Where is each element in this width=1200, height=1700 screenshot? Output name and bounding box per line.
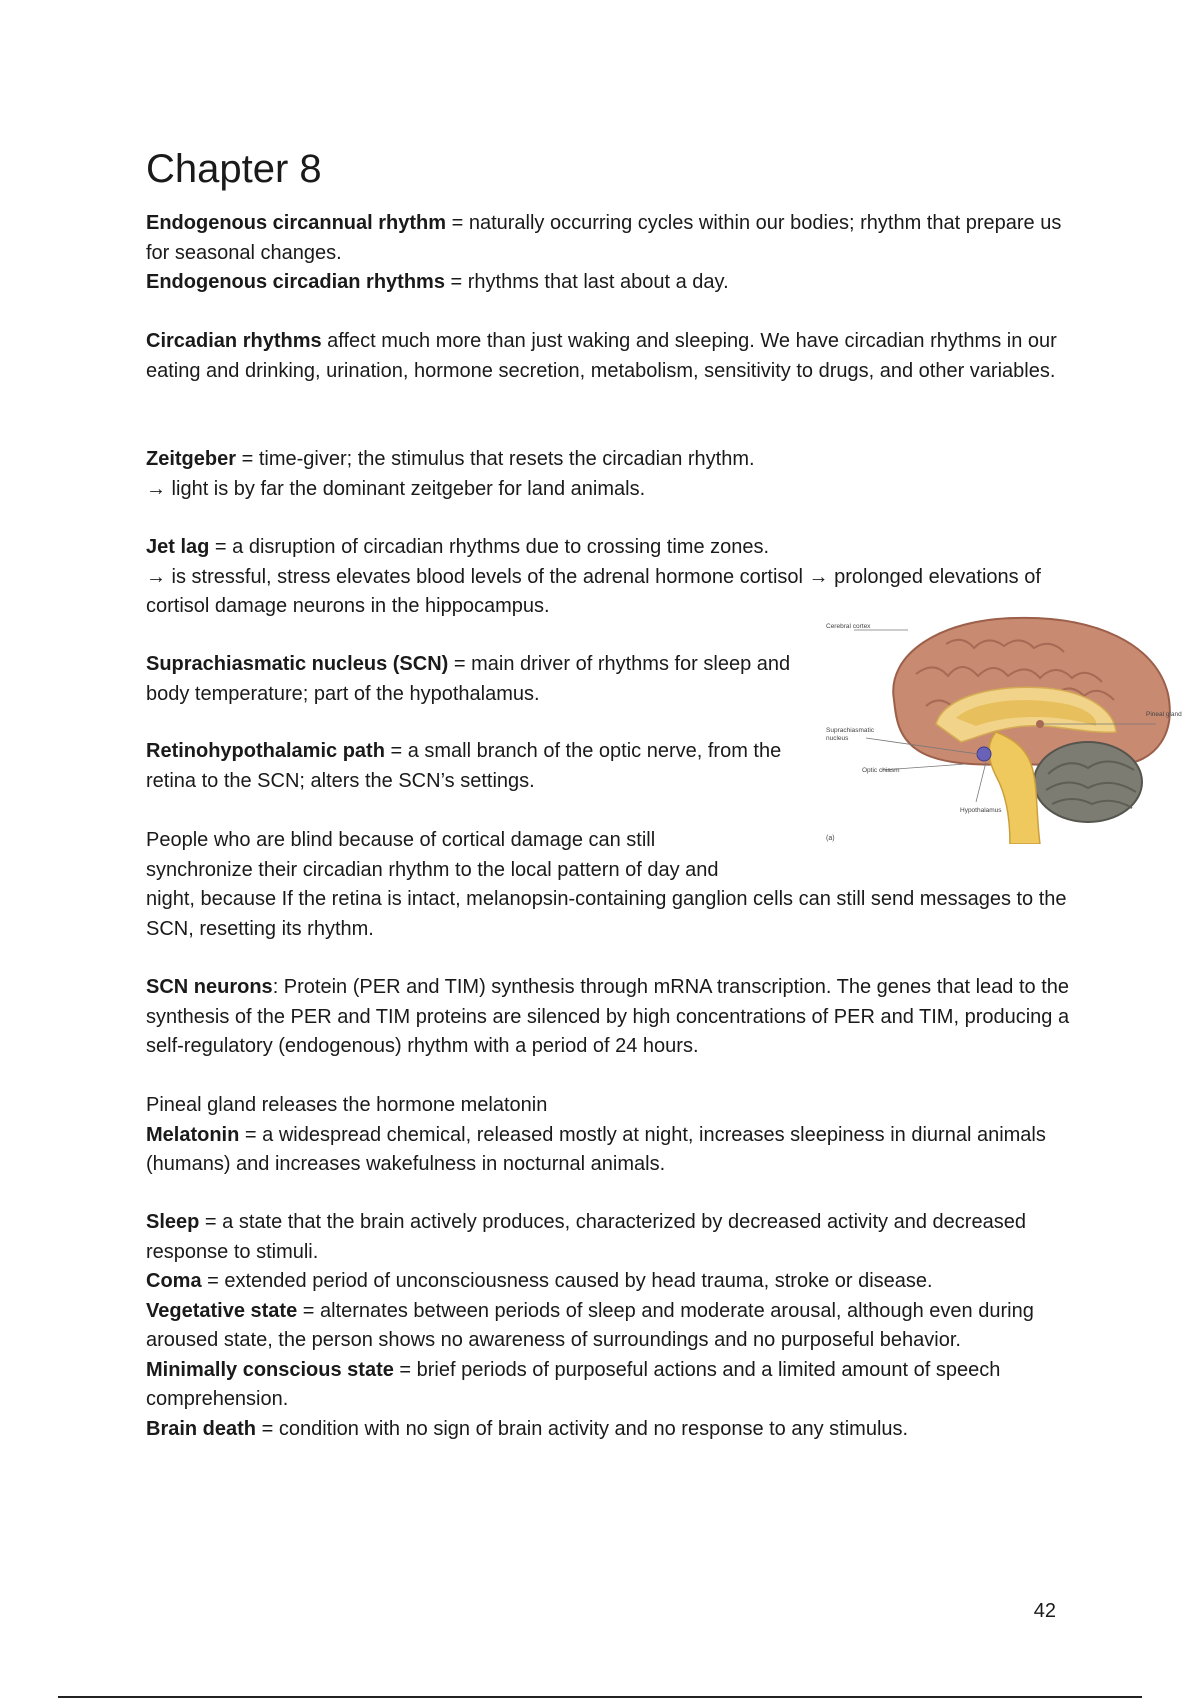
definition-text: = a widespread chemical, released mostly at night, increases sleepiness in diurnal animals (humans) and increases wakefulness in nocturnal animals.: [146, 1123, 1046, 1175]
definitions-states: [146, 1208, 1076, 1444]
paragraph-text: Pineal gland releases the hormone melatonin: [146, 1094, 548, 1116]
term: Brain death: [146, 1417, 257, 1440]
term: SCN neurons: [146, 976, 273, 998]
chapter-title: Chapter 8: [146, 147, 322, 191]
label-panel: (a): [826, 835, 835, 842]
definition-text: = rhythms that last about a day.: [444, 271, 729, 293]
line: synchronize their circadian rhythm to the local pattern of day and: [146, 858, 719, 881]
definition-text: = a disruption of circadian rhythms due to crossing time zones.: [209, 536, 770, 558]
definition-zeitgeber: [146, 445, 1076, 504]
term: Minimally conscious state: [146, 1358, 394, 1381]
paragraph-text: night, because If the retina is intact, melanopsin-containing ganglion cells can still send messages to the SCN, resetting its rhythm.: [146, 888, 1067, 940]
paragraph-scn-neurons: [146, 973, 1076, 1062]
line: People who are blind because of cortical damage can still: [146, 829, 656, 851]
term: Zeitgeber: [146, 448, 237, 470]
label-pineal-gland: Pineal gland: [1146, 711, 1182, 718]
paragraph-text: affect much more than just waking and sleeping. We have circadian rhythms in our eating and drinking, urination, hormone secretion, metabolism, sensitivity to drugs, and other variables.: [146, 330, 1057, 382]
term: Circadian rhythms: [146, 330, 322, 352]
term: Vegetative state: [146, 1299, 298, 1322]
term: Jet lag: [146, 536, 210, 558]
definition-text: = brief periods of purposeful actions and a limited amount of speech comprehension.: [146, 1358, 1001, 1410]
label-scn-line2: nucleus: [826, 735, 849, 742]
term: Endogenous circadian rhythms: [146, 271, 445, 293]
term: Coma: [146, 1270, 202, 1292]
term: Melatonin: [146, 1123, 240, 1146]
definition-text: = alternates between periods of sleep and moderate arousal, although even during aroused state, the person shows no awareness of surroundings and no purposeful behavior.: [146, 1299, 1034, 1351]
arrow-note: → is stressful, stress elevates blood levels of the adrenal hormone cortisol → prolonged elevations of cortisol damage neurons in the hippocampus.: [146, 565, 1041, 617]
label-hypothalamus: Hypothalamus: [960, 807, 1002, 814]
definition-text: = extended period of unconsciousness caused by head trauma, stroke or disease.: [201, 1270, 933, 1292]
definition-scn: [146, 650, 806, 709]
definition-text: = a state that the brain actively produces, characterized by decreased activity and decreased response to stimuli.: [146, 1211, 1026, 1263]
paragraph-pineal: [146, 1091, 1076, 1180]
definition-text: = a small branch of the optic nerve, from the retina to the SCN; alters the SCN’s settings.: [146, 740, 782, 792]
cerebellum-shape: [1034, 742, 1142, 822]
brain-figure: [826, 614, 1196, 844]
leader-hypothalamus: [976, 762, 986, 802]
bottom-rule: [58, 1696, 1142, 1698]
term: Endogenous circannual rhythm: [146, 212, 447, 234]
label-scn-line1: Suprachiasmatic: [826, 727, 875, 734]
arrow-note: → light is by far the dominant zeitgeber for land animals.: [146, 477, 646, 500]
paragraph-circadian-rhythms: [146, 327, 1076, 386]
brain-sagittal-illustration: [826, 614, 1196, 844]
definition-text: = main driver of rhythms for sleep and body temperature; part of the hypothalamus.: [146, 653, 791, 705]
definition-text: = naturally occurring cycles within our bodies; rhythm that prepare us for seasonal changes.: [146, 212, 1062, 264]
term: Sleep: [146, 1211, 200, 1233]
scn-dot: [977, 747, 991, 761]
term: Retinohypothalamic path: [146, 740, 385, 762]
label-optic-chiasm: Optic chiasm: [862, 767, 900, 774]
term: Suprachiasmatic nucleus (SCN): [146, 653, 449, 675]
definition-retinohypothalamic-path: [146, 737, 806, 796]
definition-circadian: [146, 268, 1076, 298]
paragraph-text: : Protein (PER and TIM) synthesis through mRNA transcription. The genes that lead to the synthesis of the PER and TIM proteins are silenced by high concentrations of PER and TIM, producing a self-regulatory (endogenous) rhythm with a period of 24 hours.: [146, 976, 1070, 1057]
definition-circannual: [146, 209, 1076, 268]
page-number: 42: [1033, 1600, 1056, 1622]
definition-jet-lag: [146, 533, 1076, 622]
definition-text: = condition with no sign of brain activity and no response to any stimulus.: [256, 1417, 909, 1440]
label-cerebral-cortex: Cerebral cortex: [826, 623, 871, 630]
definition-text: = time-giver; the stimulus that resets the circadian rhythm.: [236, 448, 755, 470]
